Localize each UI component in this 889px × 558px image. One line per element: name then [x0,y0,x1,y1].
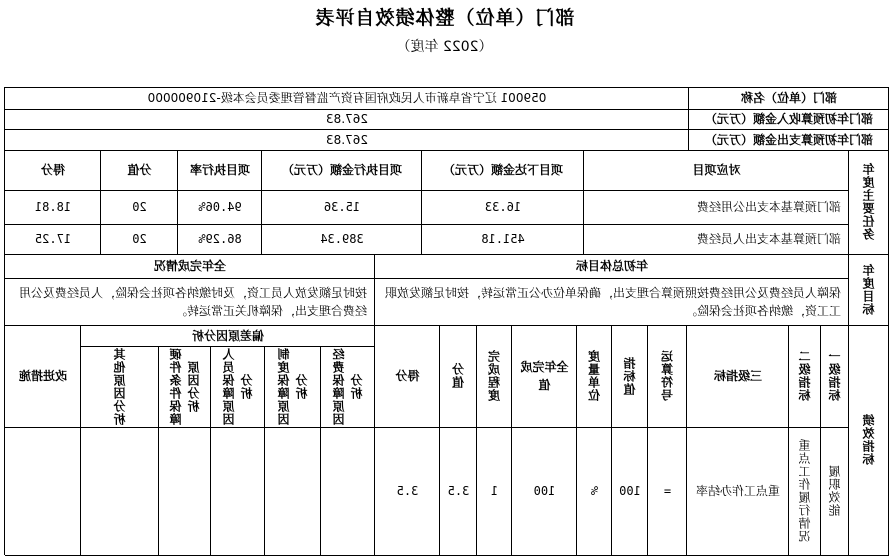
dept-name-label: 部门（单位）名称 [741,91,838,105]
perf-col-rate: 完成程度 [487,350,502,402]
perf-row-unit: % [590,484,599,498]
perf-row-level2: 重点工作履行情况 [798,439,812,543]
perf-col-operator: 运算符号 [660,350,675,402]
perf-row-operator: = [663,484,672,498]
task-row-weight: 20 [132,232,147,246]
perf-col-weight: 分值 [451,363,466,389]
perf-col-dev-personnel: 人员保障原因分析 [222,347,254,426]
tasks-col-rate: 项目执行率 [190,163,251,177]
goals-plan-text: 保障人员经费及公用经费按照预算合理支出，确保单位办公正常运转，按时足额发放职工工资，缴纳各项社会保险。 [384,285,841,318]
expense-value: 267.83 [326,132,368,147]
goals-done-header: 全年完成情况 [154,259,227,273]
performance-section-label: 绩效指标 [862,414,876,466]
income-label: 部门年初预算收入金额（万元） [705,112,874,126]
task-row-allocated: 16.33 [484,200,522,214]
task-row-weight: 20 [132,200,147,214]
perf-row-dev-personnel [211,427,265,555]
tasks-section-label: 年度主要任务 [862,163,876,241]
income-value: 267.83 [326,112,368,126]
task-row-executed: 15.36 [323,200,361,214]
perf-row-level3: 重点工作办结率 [696,484,781,498]
goals-plan-header: 年初总体目标 [576,259,649,273]
task-row-rate: 94.06% [198,200,242,214]
goals-done-text: 按时足额发放人员工资，及时缴纳各项社会保险，人员经费及公用经费合理支出，保障机关正常运转。 [18,285,367,318]
task-row-project: 部门预算基本支出公用经费 [696,200,841,214]
task-row-project: 部门预算基本支出人员经费 [696,232,841,246]
task-row-score: 17.25 [34,232,72,246]
tasks-col-score: 得分 [41,163,66,177]
perf-row-dev-system [265,427,321,555]
perf-col-target: 指标值 [623,356,637,396]
tasks-col-executed: 项目执行金额（万元） [282,163,403,177]
perf-row-weight: 3.5 [447,484,470,498]
perf-col-measures: 改进措施 [19,369,68,383]
perf-col-dev-hardware: 硬件条件保障原因分析 [169,347,201,426]
goals-section-label: 年度目标 [862,263,876,316]
perf-row-level1: 履职效能 [828,465,842,517]
dept-name-value: 059001 辽宁省阜新市人民政府国有资产监督管理委员会本级-210900000 [147,91,547,105]
perf-row-target: 100 [619,484,641,498]
page-title: 部门（单位）整体绩效自评表 [314,7,575,29]
perf-row-measures [5,427,81,555]
tasks-col-allocated: 项目下达金额（万元） [443,163,564,177]
task-row-score: 18.81 [34,200,72,214]
tasks-col-project: 对应项目 [692,163,741,177]
tasks-col-weight: 分值 [127,163,152,177]
perf-col-level1: 一级指标 [828,350,842,402]
task-row-allocated: 451.18 [481,232,525,246]
perf-col-level3: 三级指标 [714,369,763,383]
task-row-rate: 86.29% [198,232,242,246]
perf-row-actual: 100 [533,484,556,498]
perf-row-score: 3.5 [396,484,419,498]
perf-row-dev-funding [321,427,375,555]
expense-label: 部门年初预算支出金额（万元） [705,132,874,147]
perf-row-dev-other [81,427,159,555]
perf-col-dev-system: 制度保障原因分析 [277,347,309,426]
perf-row-rate: 1 [490,484,499,498]
perf-col-actual: 全年完成值 [520,360,569,392]
perf-col-dev-other: 其他原因分析 [113,347,127,426]
perf-row-dev-hardware [159,427,211,555]
task-row-executed: 389.34 [320,232,364,246]
perf-col-score: 得分 [395,369,420,383]
perf-col-dev-funding: 经费保障原因分析 [332,347,364,426]
page-subtitle: （2022 年度） [396,39,493,55]
perf-col-unit: 度量单位 [587,350,602,402]
perf-col-level2: 二级指标 [798,350,812,402]
perf-deviation-header: 偏差原因分析 [192,328,265,343]
